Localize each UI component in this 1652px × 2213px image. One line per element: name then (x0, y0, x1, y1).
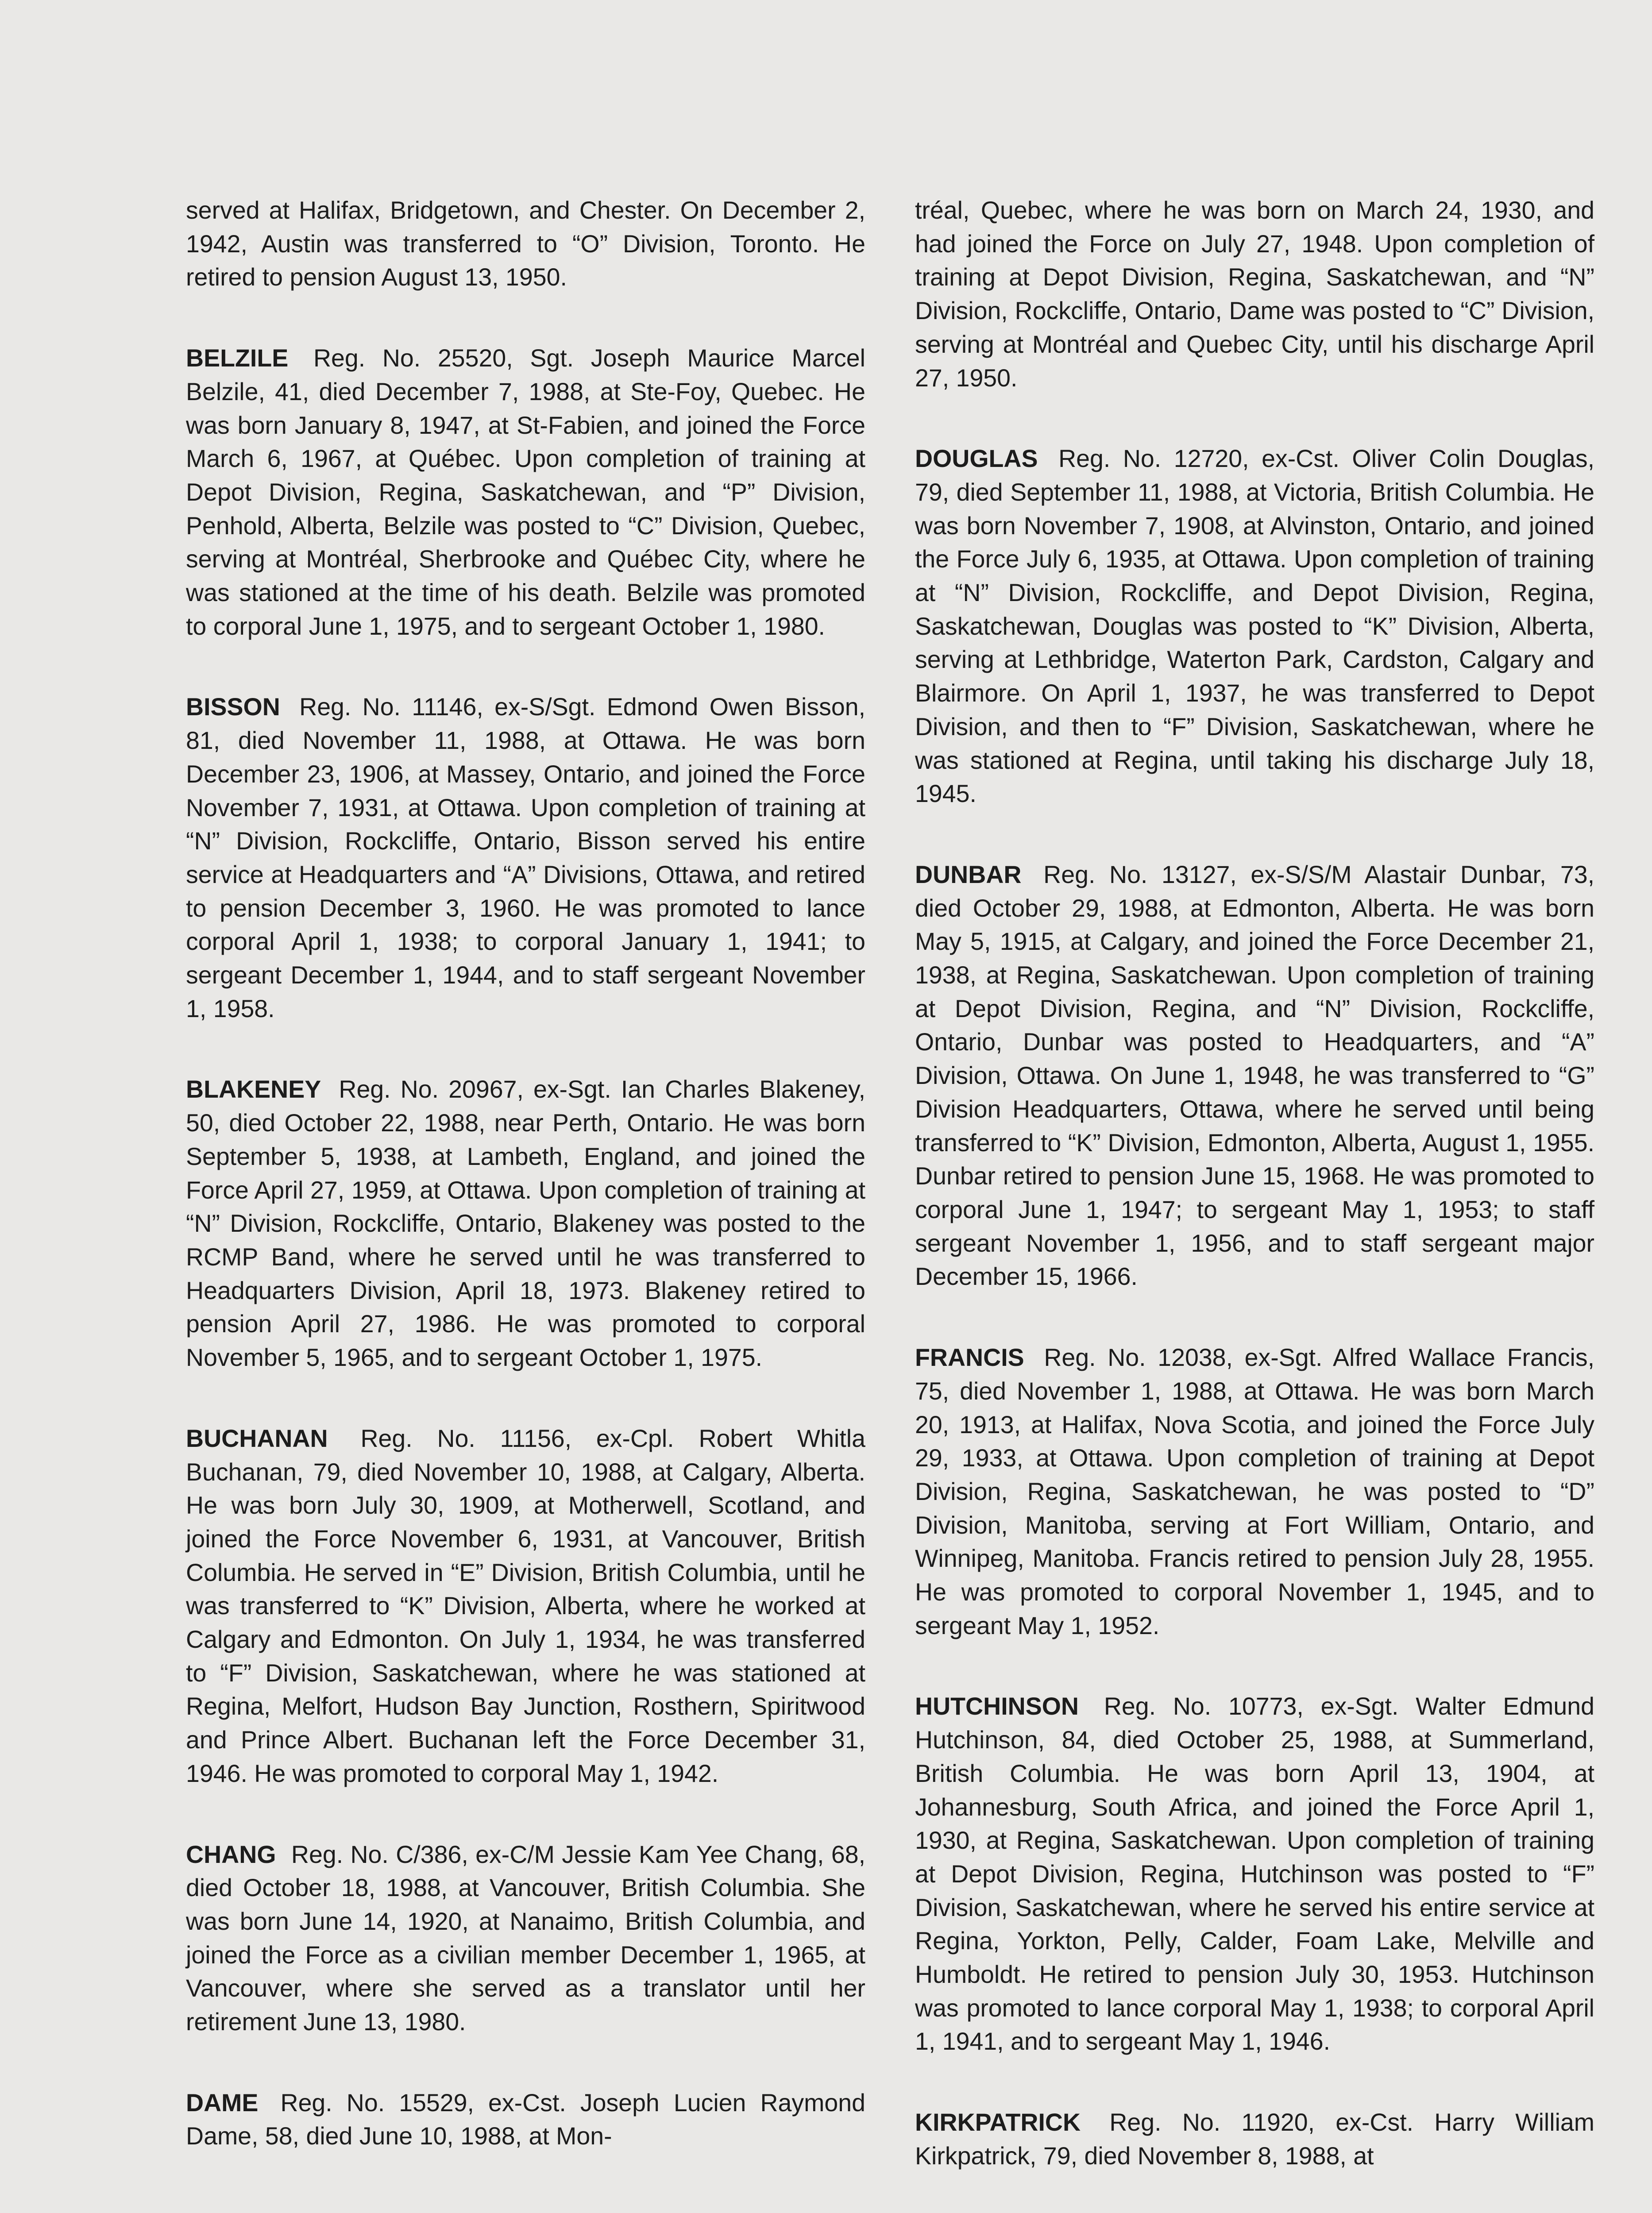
obituary-entry (186, 690, 865, 1026)
entry-surname: BELZILE (186, 344, 289, 372)
entry-surname: DUNBAR (915, 860, 1022, 888)
entry-text: Reg. No. 13127, ex-S/S/M Alastair Dunbar, 73, died October 29, 1988, at Edmonton, Alberta. He was born May 5, 1915, at Calgary, and joined the Force December 21, 1938, at Regina, Saskatchewan. Upon completion of training at Depot Division, Regina, and “N” Division, Rockcliffe, Ontario, Dunbar was posted to Headquarters, and “A” Division, Ottawa. On June 1, 1948, he was transferred to “G” Division Headquarters, Ottawa, where he served until being transferred to “K” Division, Edmonton, Alberta, August 1, 1955. Dunbar retired to pension June 15, 1968. He was promoted to corporal June 1, 1947; to sergeant May 1, 1953; to staff sergeant November 1, 1956, and to staff sergeant major December 15, 1966. (915, 860, 1594, 1291)
entry-text: tréal, Quebec, where he was born on March 24, 1930, and had joined the Force on July 27, 1948. Upon completion of training at Depot Division, Regina, Saskatchewan, and “N” Division, Rockcliffe, Ontario, Dame was posted to “C” Division, serving at Montréal and Quebec City, until his discharge April 27, 1950. (915, 197, 1594, 392)
obituary-entry (915, 1341, 1594, 1642)
obituary-entry (915, 1690, 1594, 2059)
entry-surname: DAME (186, 2089, 259, 2117)
entry-text: Reg. No. C/386, ex-C/M Jessie Kam Yee Chang, 68, died October 18, 1988, at Vancouver, British Columbia. She was born June 14, 1920, at Nanaimo, British Columbia, and joined the Force as a civilian member December 1, 1965, at Vancouver, where she served as a translator until her retirement June 13, 1980. (186, 1840, 865, 2036)
right-column (915, 194, 1594, 2173)
entry-text: Reg. No. 11920, ex-Cst. Harry William Kirkpatrick, 79, died November 8, 1988, at (915, 2109, 1595, 2170)
obituary-entry (915, 2106, 1594, 2173)
entry-surname: HUTCHINSON (915, 1693, 1079, 1720)
entry-text: Reg. No. 20967, ex-Sgt. Ian Charles Blakeney, 50, died October 22, 1988, near Perth, Ontario. He was born September 5, 1938, at Lambeth, England, and joined the Force April 27, 1959, at Ottawa. Upon completion of training at “N” Division, Rockcliffe, Ontario, Blakeney was posted to the RCMP Band, where he served until he was transferred to Headquarters Division, April 18, 1973. Blakeney retired to pension April 27, 1986. He was promoted to corporal November 5, 1965, and to sergeant October 1, 1975. (186, 1076, 865, 1372)
entry-surname: FRANCIS (915, 1344, 1024, 1372)
entry-text: Reg. No. 11156, ex-Cpl. Robert Whitla Buchanan, 79, died November 10, 1988, at Calgary, Alberta. He was born July 30, 1909, at Motherwell, Scotland, and joined the Force November 6, 1931, at Vancouver, British Columbia. He served in “E” Division, British Columbia, until he was transferred to “K” Division, Alberta, where he worked at Calgary and Edmonton. On July 1, 1934, he was transferred to “F” Division, Saskatchewan, where he was stationed at Regina, Melfort, Hudson Bay Junction, Rosthern, Spiritwood and Prince Albert. Buchanan left the Force December 31, 1946. He was promoted to corporal May 1, 1942. (186, 1424, 865, 1787)
entry-text: Reg. No. 10773, ex-Sgt. Walter Edmund Hutchinson, 84, died October 25, 1988, at Summerland, British Columbia. He was born April 13, 1904, at Johannesburg, South Africa, and joined the Force April 1, 1930, at Regina, Saskatchewan. Upon completion of training at Depot Division, Regina, Hutchinson was posted to “F” Division, Saskatchewan, where he served his entire service at Regina, Yorkton, Pelly, Calder, Foam Lake, Melville and Humboldt. He retired to pension July 30, 1953. Hutchinson was promoted to lance corporal May 1, 1938; to corporal April 1, 1941, and to sergeant May 1, 1946. (915, 1693, 1595, 2055)
left-column (186, 194, 865, 2153)
entry-surname: KIRKPATRICK (915, 2109, 1081, 2136)
entry-text: Reg. No. 15529, ex-Cst. Joseph Lucien Raymond Dame, 58, died June 10, 1988, at Mon- (186, 2089, 865, 2150)
entry-text: served at Halifax, Bridgetown, and Chester. On December 2, 1942, Austin was transferred to “O” Division, Toronto. He retired to pension August 13, 1950. (186, 197, 865, 291)
entry-surname: DOUGLAS (915, 445, 1038, 473)
entry-text: Reg. No. 12038, ex-Sgt. Alfred Wallace Francis, 75, died November 1, 1988, at Ottawa. He was born March 20, 1913, at Halifax, Nova Scotia, and joined the Force July 29, 1933, at Ottawa. Upon completion of training at Depot Division, Regina, Saskatchewan, he was posted to “D” Division, Manitoba, serving at Fort William, Ontario, and Winnipeg, Manitoba. Francis retired to pension July 28, 1955. He was promoted to corporal November 1, 1945, and to sergeant May 1, 1952. (915, 1344, 1594, 1639)
entry-text: Reg. No. 25520, Sgt. Joseph Maurice Marcel Belzile, 41, died December 7, 1988, at Ste-Foy, Quebec. He was born January 8, 1947, at St-Fabien, and joined the Force March 6, 1967, at Québec. Upon completion of training at Depot Division, Regina, Saskatchewan, and “P” Division, Penhold, Alberta, Belzile was posted to “C” Division, Quebec, serving at Montréal, Sherbrooke and Québec City, where he was stationed at the time of his death. Belzile was promoted to corporal June 1, 1975, and to sergeant October 1, 1980. (186, 344, 865, 640)
entry-surname: BLAKENEY (186, 1076, 321, 1103)
entry-text: Reg. No. 11146, ex-S/Sgt. Edmond Owen Bisson, 81, died November 11, 1988, at Ottawa. He was born December 23, 1906, at Massey, Ontario, and joined the Force November 7, 1931, at Ottawa. Upon completion of training at “N” Division, Rockcliffe, Ontario, Bisson served his entire service at Headquarters and “A” Divisions, Ottawa, and retired to pension December 3, 1960. He was promoted to lance corporal April 1, 1938; to corporal January 1, 1941; to sergeant December 1, 1944, and to staff sergeant November 1, 1958. (186, 693, 866, 1022)
obituary-entry (186, 342, 865, 643)
obituary-entry (186, 1073, 865, 1374)
obituary-entry (915, 194, 1594, 395)
entry-surname: CHANG (186, 1840, 276, 1868)
entry-surname: BUCHANAN (186, 1424, 328, 1452)
obituary-entry (186, 1422, 865, 1791)
entry-text: Reg. No. 12720, ex-Cst. Oliver Colin Douglas, 79, died September 11, 1988, at Victoria, British Columbia. He was born November 7, 1908, at Alvinston, Ontario, and joined the Force July 6, 1935, at Ottawa. Upon completion of training at “N” Division, Rockcliffe, and Depot Division, Regina, Saskatchewan, Douglas was posted to “K” Division, Alberta, serving at Lethbridge, Waterton Park, Cardston, Calgary and Blairmore. On April 1, 1937, he was transferred to Depot Division, and then to “F” Division, Saskatchewan, where he was stationed at Regina, until taking his discharge July 18, 1945. (915, 445, 1594, 808)
obituary-entry (915, 858, 1594, 1294)
obituary-entry (186, 1838, 865, 2039)
obituary-entry (186, 2086, 865, 2153)
entry-surname: BISSON (186, 693, 280, 721)
obituary-entry (186, 194, 865, 294)
obituary-entry (915, 442, 1594, 811)
